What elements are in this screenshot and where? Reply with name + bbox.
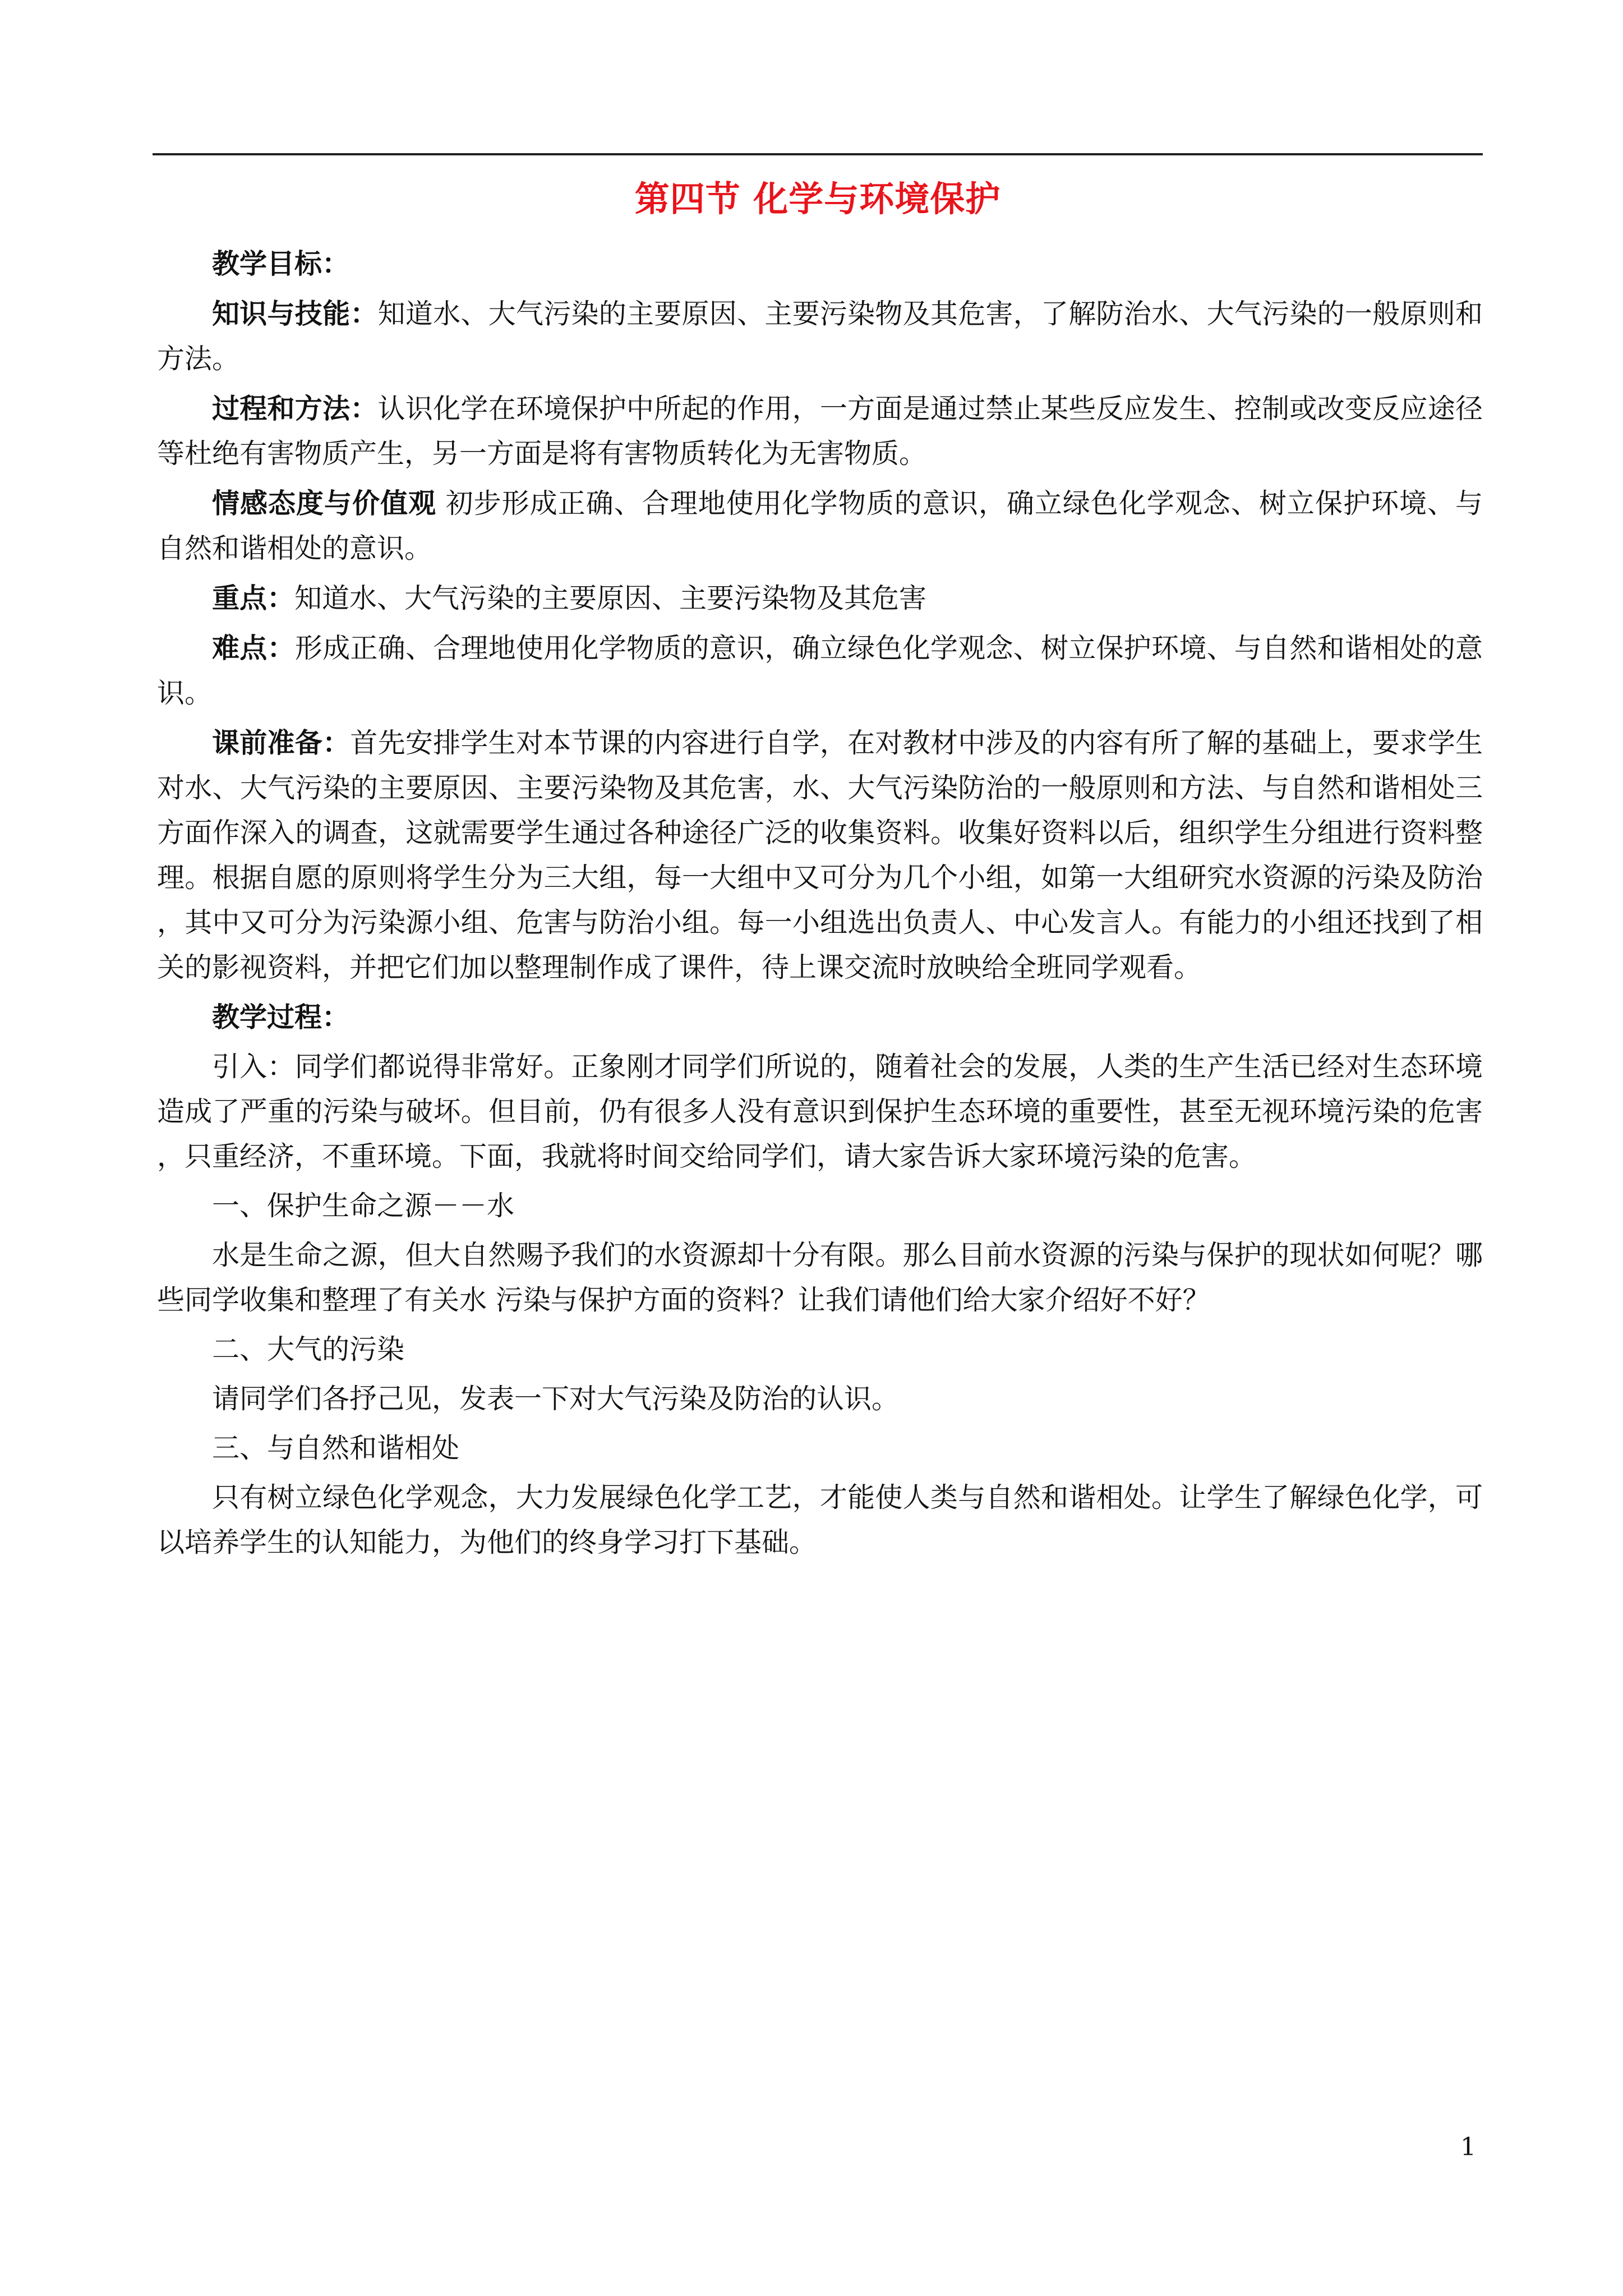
key-point-text: 知道水、大气污染的主要原因、主要污染物及其危害 (294, 582, 927, 614)
section1-paragraph: 水是生命之源，但大自然赐予我们的水资源却十分有限。那么目前水资源的污染与保护的现状如何呢？哪些同学收集和整理了有关水 污染与保护方面的资料？让我们请他们给大家介绍好不好？ (157, 1239, 1483, 1316)
document-body (157, 241, 1483, 1570)
knowledge-text: 知道水、大气污染的主要原因、主要污染物及其危害，了解防治水、大气污染的一般原则和方法。 (157, 298, 1483, 375)
section3-title: 三、与自然和谐相处 (212, 1432, 460, 1464)
attitude-label: 情感态度与价值观 (212, 487, 437, 519)
knowledge-paragraph (157, 291, 1483, 381)
section1-title: 一、保护生命之源－－水 (212, 1190, 515, 1222)
attitude-text: 初步形成正确、合理地使用化学物质的意识，确立绿色化学观念、树立保护环境、与自然和谐相处的意识。 (157, 487, 1483, 564)
knowledge-label: 知识与技能： (212, 297, 378, 330)
intro-paragraph: 引入：同学们都说得非常好。正象刚才同学们所说的，随着社会的发展，人类的生产生活已经对生态环境造成了严重的污染与破坏。但目前，仍有很多人没有意识到保护生态环境的重要性，甚至无视环境污染的危害，只重经济，不重环境。下面，我就将时间交给同学们，请大家告诉大家环境污染的危害。 (157, 1051, 1483, 1172)
difficulty-label: 难点： (212, 632, 295, 664)
objectives-heading: 教学目标： (212, 247, 350, 280)
preparation-text: 首先安排学生对本节课的内容进行自学，在对教材中涉及的内容有所了解的基础上，要求学生对水、大气污染的主要原因、主要污染物及其危害，水、大气污染防治的一般原则和方法、与自然和谐相处三方面作深入的调查，这就需要学生通过各种途径广泛的收集资料。收集好资料以后，组织学生分组进行资料整理。根据自愿的原则将学生分为三大组，每一大组中又可分为几个小组，如第一大组研究水资源的污染及防治，其中又可分为污染源小组、危害与防治小组。每一小组选出负责人、中心发言人。有能力的小组还找到了相关的影视资料，并把它们加以整理制作成了课件，待上课交流时放映给全班同学观看。 (157, 727, 1483, 983)
key-point-label: 重点： (212, 582, 295, 614)
attitude-paragraph (157, 481, 1483, 571)
process-method-text: 认识化学在环境保护中所起的作用，一方面是通过禁止某些反应发生、控制或改变反应途径等杜绝有害物质产生，另一方面是将有害物质转化为无害物质。 (157, 393, 1483, 470)
process-heading: 教学过程： (212, 1001, 350, 1033)
process-method-label: 过程和方法： (212, 392, 378, 425)
page-number: 1 (1460, 2133, 1476, 2161)
difficulty-paragraph (157, 625, 1483, 716)
section3-paragraph: 只有树立绿色化学观念，大力发展绿色化学工艺，才能使人类与自然和谐相处。让学生了解绿色化学，可以培养学生的认知能力，为他们的终身学习打下基础。 (157, 1481, 1483, 1558)
process-method-paragraph (157, 386, 1483, 476)
section2-paragraph: 请同学们各抒己见，发表一下对大气污染及防治的认识。 (212, 1383, 900, 1415)
key-point-paragraph (157, 576, 1483, 621)
header-rule (153, 153, 1483, 155)
page-title: 第四节 化学与环境保护 (634, 178, 1001, 219)
preparation-label: 课前准备： (212, 726, 351, 759)
preparation-paragraph (157, 720, 1483, 990)
difficulty-text: 形成正确、合理地使用化学物质的意识，确立绿色化学观念、树立保护环境、与自然和谐相处的意识。 (157, 632, 1483, 709)
section2-title: 二、大气的污染 (212, 1333, 405, 1365)
